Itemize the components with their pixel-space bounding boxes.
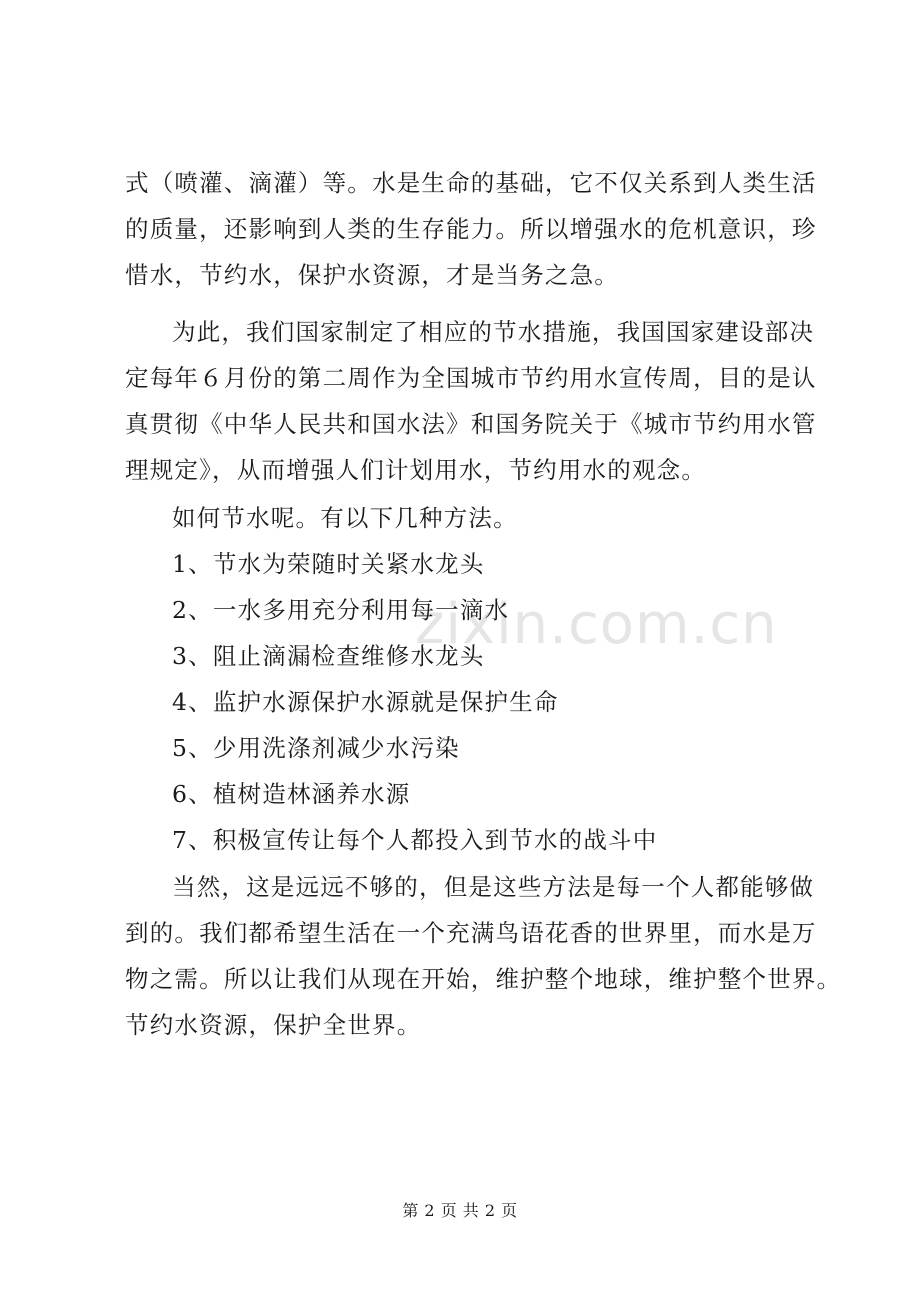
paragraph-line: 物之需。所以让我们从现在开始，维护整个地球，维护整个世界。: [125, 965, 842, 993]
paragraph-line: 定每年６月份的第二周作为全国城市节约用水宣传周，目的是认: [125, 364, 817, 392]
paragraph-line: 为此，我们国家制定了相应的节水措施，我国国家建设部决: [172, 318, 815, 346]
paragraph-line: 真贯彻《中华人民共和国水法》和国务院关于《城市节约用水管: [125, 410, 817, 438]
paragraph-line: 节约水资源，保护全世界。: [125, 1011, 422, 1039]
list-item: 1、节水为荣随时关紧水龙头: [172, 550, 485, 578]
paragraph-line: 当然，这是远远不够的，但是这些方法是每一个人都能够做: [172, 873, 815, 901]
list-item: 4、监护水源保护水源就是保护生命: [172, 688, 559, 716]
paragraph-line: 式（喷灌、滴灌）等。水是生命的基础，它不仅关系到人类生活: [125, 169, 817, 197]
paragraph-line: 如何节水呢。有以下几种方法。: [172, 504, 518, 532]
page-number-footer: 第 2 页 共 2 页: [402, 1201, 518, 1220]
list-item: 2、一水多用充分利用每一滴水: [172, 596, 510, 624]
list-item: 6、植树造林涵养水源: [172, 780, 411, 808]
list-item: 5、少用洗涤剂减少水污染: [172, 734, 460, 762]
paragraph-line: 到的。我们都希望生活在一个充满鸟语花香的世界里，而水是万: [125, 919, 817, 947]
paragraph-line: 惜水，节约水，保护水资源，才是当务之急。: [125, 261, 619, 289]
paragraph-line: 的质量，还影响到人类的生存能力。所以增强水的危机意识，珍: [125, 215, 817, 243]
watermark: zixin.com.cn: [415, 592, 778, 657]
list-item: 3、阻止滴漏检查维修水龙头: [172, 642, 485, 670]
paragraph-line: 理规定》，从而增强人们计划用水，节约用水的观念。: [125, 456, 707, 484]
list-item: 7、积极宣传让每个人都投入到节水的战斗中: [172, 826, 658, 854]
